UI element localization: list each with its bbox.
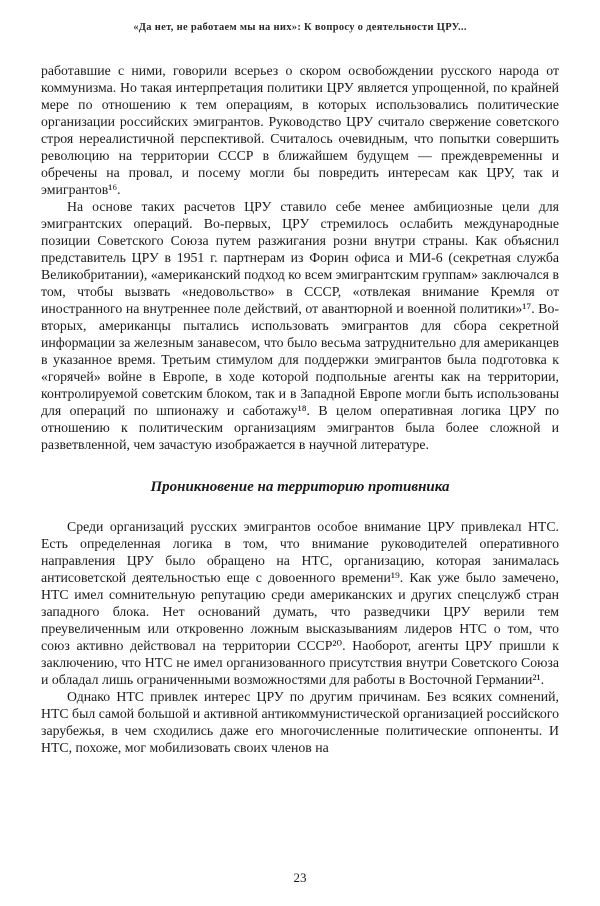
paragraph-continuation: работавшие с ними, говорили всерьез о скором освобождении русского народа от коммунизма. Но такая интерпретация политики ЦРУ является упрощенной, по крайней мере по отношению к тем операциям, в которых использовались политические организации российских эмигрантов. Руководство ЦРУ считало свержение советского строя нереалистичной перспективой. Считалось очевидным, что попытки совершить революцию на территории СССР в ближайшем будущем — преждевременны и обречены на провал, и посему могли бы повредить интересам как ЦРУ, так и эмигрантов¹⁶.: [41, 63, 559, 197]
page-number: 23: [293, 870, 307, 885]
page-body: [41, 62, 559, 756]
section-heading: Проникновение на территорию противника: [150, 479, 450, 495]
paragraph: На основе таких расчетов ЦРУ ставило себе менее амбициозные цели для эмигрантских операций. Во-первых, ЦРУ стремилось ослабить международные позиции Советского Союза путем разжигания розни внутри страны. Как объяснил представитель ЦРУ в 1951 г. партнерам из Форин офиса и МИ-6 (секретная служба Великобритании), «американский подход ко всем эмигрантским группам» заключался в том, чтобы вызвать «недовольство» в СССР, «отвлекая внимание Кремля от иностранного на внутреннее поле действий, от авантюрной и военной политики»¹⁷. Во-вторых, американцы пытались использовать эмигрантов для сбора секретной информации за железным занавесом, что было весьма затруднительно для американцев в указанное время. Третьим стимулом для поддержки эмигрантов была подготовка к «горячей» войне в Европе, в ходе которой подпольные агенты как на территории, контролируемой советским блоком, так и в Западной Европе могли быть использованы для операций по шпионажу и саботажу¹⁸. В целом оперативная логика ЦРУ по отношению к политическим организациям эмигрантов была более сложной и разветвленной, чем зачастую изображается в научной литературе.: [41, 199, 559, 452]
running-header: «Да нет, не работаем мы на них»: К вопросу о деятельности ЦРУ...: [133, 22, 467, 33]
paragraph: Однако НТС привлек интерес ЦРУ по другим причинам. Без всяких сомнений, НТС был самой большой и активной антикоммунистической организацией российского зарубежья, в чем сходились даже его многочисленные политические оппоненты. И НТС, похоже, мог мобилизовать своих членов на: [41, 689, 559, 755]
paragraph: Среди организаций русских эмигрантов особое внимание ЦРУ привлекал НТС. Есть определенная логика в том, что внимание руководителей оперативного направления ЦРУ было обращено на НТС, организацию, которая занималась антисоветской деятельностью еще с довоенного времени¹⁹. Как уже было замечено, НТС имел сомнительную репутацию среди американских и других спецслужб стран западного блока. Нет оснований думать, что разведчики ЦРУ верили тем преувеличенным или откровенно ложным высказываниям лидеров НТС о том, что союз активно действовал на территории СССР²⁰. Наоборот, агенты ЦРУ пришли к заключению, что НТС не имел организованного присутствия внутри Советского Союза и обладал лишь ограниченными возможностями для работы в Восточной Германии²¹.: [41, 519, 559, 687]
